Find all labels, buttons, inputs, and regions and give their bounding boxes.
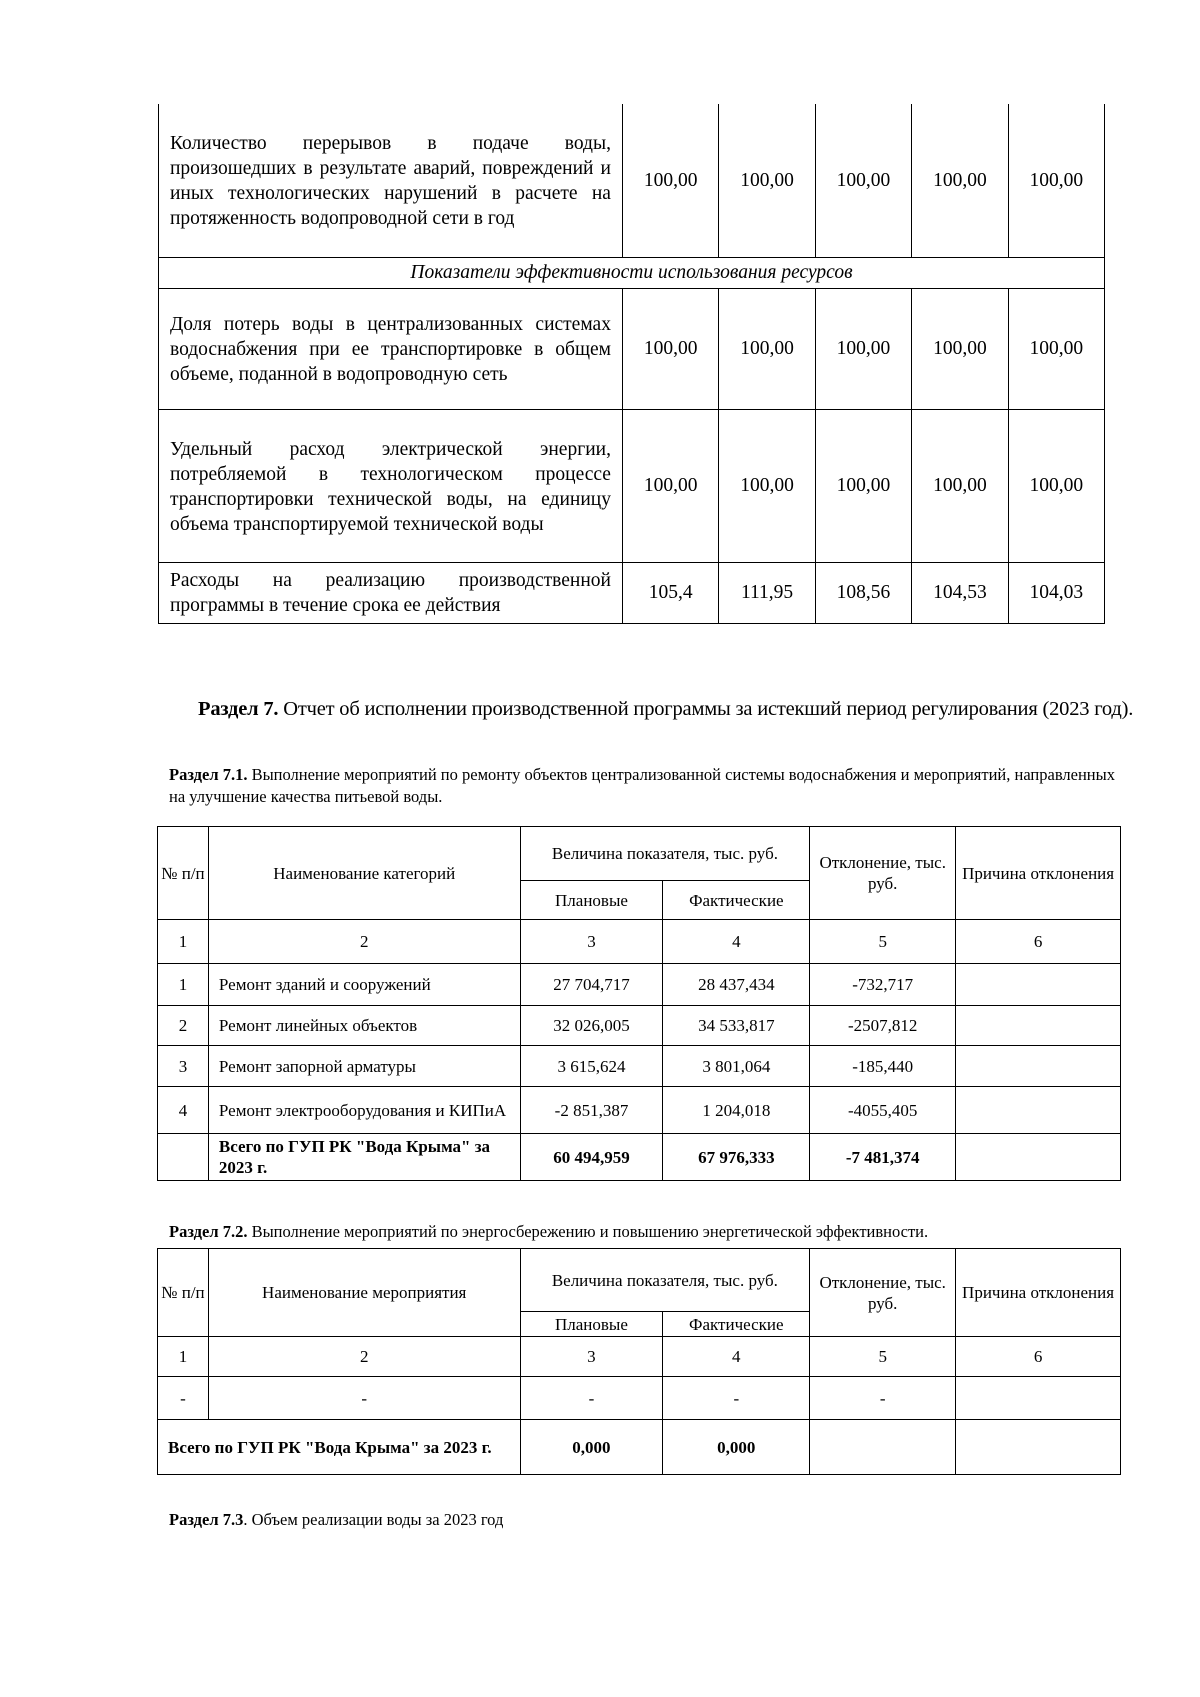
column-number-row [158,1337,1121,1377]
header-name: Наименование категорий [208,827,520,920]
column-number: 6 [956,1337,1121,1377]
row-deviation: - [810,1377,956,1420]
header-reason: Причина отклонения [956,1249,1121,1337]
column-number: 3 [520,1337,663,1377]
indicator-value: 100,00 [912,409,1008,562]
row-reason [956,1006,1121,1046]
row-plan: 3 615,624 [520,1046,663,1087]
indicator-value: 104,53 [912,562,1008,623]
table-row [158,1046,1121,1087]
column-number: 6 [956,920,1121,964]
column-number: 4 [663,920,810,964]
row-plan: - [520,1377,663,1420]
row-number: - [158,1377,209,1420]
row-deviation: -732,717 [810,964,956,1006]
section-7-label: Раздел 7. [198,698,279,720]
table-row [159,104,1105,257]
section-7-3-heading [169,1509,1129,1531]
total-deviation: -7 481,374 [810,1134,956,1181]
row-name: - [208,1377,520,1420]
column-number-row [158,920,1121,964]
table-row [158,964,1121,1006]
row-plan: -2 851,387 [520,1087,663,1134]
total-plan: 0,000 [520,1420,663,1475]
header-value: Величина показателя, тыс. руб. [520,1249,810,1312]
column-number: 3 [520,920,663,964]
header-num: № п/п [158,827,209,920]
row-number: 4 [158,1087,209,1134]
total-deviation [810,1420,956,1475]
indicator-value: 108,56 [815,562,911,623]
total-fact: 67 976,333 [663,1134,810,1181]
total-number [158,1134,209,1181]
table-row [158,1377,1121,1420]
row-reason [956,1087,1121,1134]
section-row [159,257,1105,288]
total-plan: 60 494,959 [520,1134,663,1181]
row-reason [956,1377,1121,1420]
indicator-value: 105,4 [622,562,718,623]
indicator-value: 100,00 [719,288,815,409]
row-deviation: -4055,405 [810,1087,956,1134]
column-number: 4 [663,1337,810,1377]
section-7-1-heading [169,764,1129,808]
table-row [158,1006,1121,1046]
indicator-value: 100,00 [622,288,718,409]
indicator-value: 100,00 [815,409,911,562]
row-fact: 3 801,064 [663,1046,810,1087]
row-plan: 27 704,717 [520,964,663,1006]
energy-saving-table [157,1248,1121,1475]
table-row [159,288,1105,409]
indicator-value: 100,00 [1008,288,1104,409]
column-number: 1 [158,1337,209,1377]
indicator-value: 104,03 [1008,562,1104,623]
indicator-label: Удельный расход электрической энергии, потребляемой в технологическом процессе транспортировки технической воды, на единицу объема транспортируемой технической воды [159,409,623,562]
total-reason [956,1420,1121,1475]
header-num: № п/п [158,1249,209,1337]
column-number: 1 [158,920,209,964]
header-name: Наименование мероприятия [208,1249,520,1337]
column-number: 5 [810,920,956,964]
row-fact: - [663,1377,810,1420]
section-7-2-heading [169,1221,1129,1243]
total-name: Всего по ГУП РК "Вода Крыма" за 2023 г. [158,1420,521,1475]
total-name: Всего по ГУП РК "Вода Крыма" за 2023 г. [208,1134,520,1181]
row-plan: 32 026,005 [520,1006,663,1046]
total-row [158,1134,1121,1181]
indicator-value: 111,95 [719,562,815,623]
header-fact: Фактические [663,1312,810,1337]
section-7-1-label: Раздел 7.1. [169,765,248,784]
section-7-heading [158,693,1148,726]
header-deviation: Отклонение, тыс. руб. [810,1249,956,1337]
section-7-2-label: Раздел 7.2. [169,1222,248,1241]
section-7-2-text: Выполнение мероприятий по энергосбережению и повышению энергетической эффективности. [247,1222,929,1241]
total-reason [956,1134,1121,1181]
indicator-value: 100,00 [815,288,911,409]
indicator-value: 100,00 [719,104,815,257]
row-name: Ремонт линейных объектов [208,1006,520,1046]
row-name: Ремонт запорной арматуры [208,1046,520,1087]
section-heading: Показатели эффективности использования ресурсов [159,257,1105,288]
section-7-text: Отчет об исполнении производственной программы за истекший период регулирования (2023 год). [278,698,1134,720]
column-number: 2 [208,920,520,964]
row-fact: 1 204,018 [663,1087,810,1134]
row-fact: 34 533,817 [663,1006,810,1046]
table-row [159,562,1105,623]
row-name: Ремонт электрооборудования и КИПиА [208,1087,520,1134]
section-7-3-label: Раздел 7.3 [169,1510,244,1529]
total-row [158,1420,1121,1475]
column-number: 5 [810,1337,956,1377]
header-plan: Плановые [520,1312,663,1337]
row-fact: 28 437,434 [663,964,810,1006]
indicators-table [158,104,1105,624]
indicator-value: 100,00 [815,104,911,257]
indicator-value: 100,00 [622,104,718,257]
header-reason: Причина отклонения [956,827,1121,920]
row-number: 3 [158,1046,209,1087]
indicator-label: Доля потерь воды в централизованных системах водоснабжения при ее транспортировке в общем объеме, поданной в водопроводную сеть [159,288,623,409]
indicator-value: 100,00 [1008,104,1104,257]
total-fact: 0,000 [663,1420,810,1475]
indicator-value: 100,00 [912,288,1008,409]
row-deviation: -2507,812 [810,1006,956,1046]
header-value: Величина показателя, тыс. руб. [520,827,810,881]
section-7-1-text: Выполнение мероприятий по ремонту объектов централизованной системы водоснабжения и мероприятий, направленных на улучшение качества питьевой воды. [169,765,1115,806]
row-reason [956,1046,1121,1087]
column-number: 2 [208,1337,520,1377]
header-deviation: Отклонение, тыс. руб. [810,827,956,920]
header-fact: Фактические [663,881,810,920]
indicator-value: 100,00 [912,104,1008,257]
row-reason [956,964,1121,1006]
section-7-3-text: . Объем реализации воды за 2023 год [243,1510,504,1529]
repairs-table [157,826,1121,1181]
row-deviation: -185,440 [810,1046,956,1087]
indicator-value: 100,00 [622,409,718,562]
table-row [158,1087,1121,1134]
indicator-value: 100,00 [719,409,815,562]
row-name: Ремонт зданий и сооружений [208,964,520,1006]
header-plan: Плановые [520,881,663,920]
indicator-label: Количество перерывов в подаче воды, произошедших в результате аварий, повреждений и иных технологических нарушений в расчете на протяженность водопроводной сети в год [159,104,623,257]
table-row [159,409,1105,562]
row-number: 2 [158,1006,209,1046]
table-header-row [158,827,1121,881]
row-number: 1 [158,964,209,1006]
indicator-label: Расходы на реализацию производственной программы в течение срока ее действия [159,562,623,623]
indicator-value: 100,00 [1008,409,1104,562]
table-header-row [158,1249,1121,1312]
